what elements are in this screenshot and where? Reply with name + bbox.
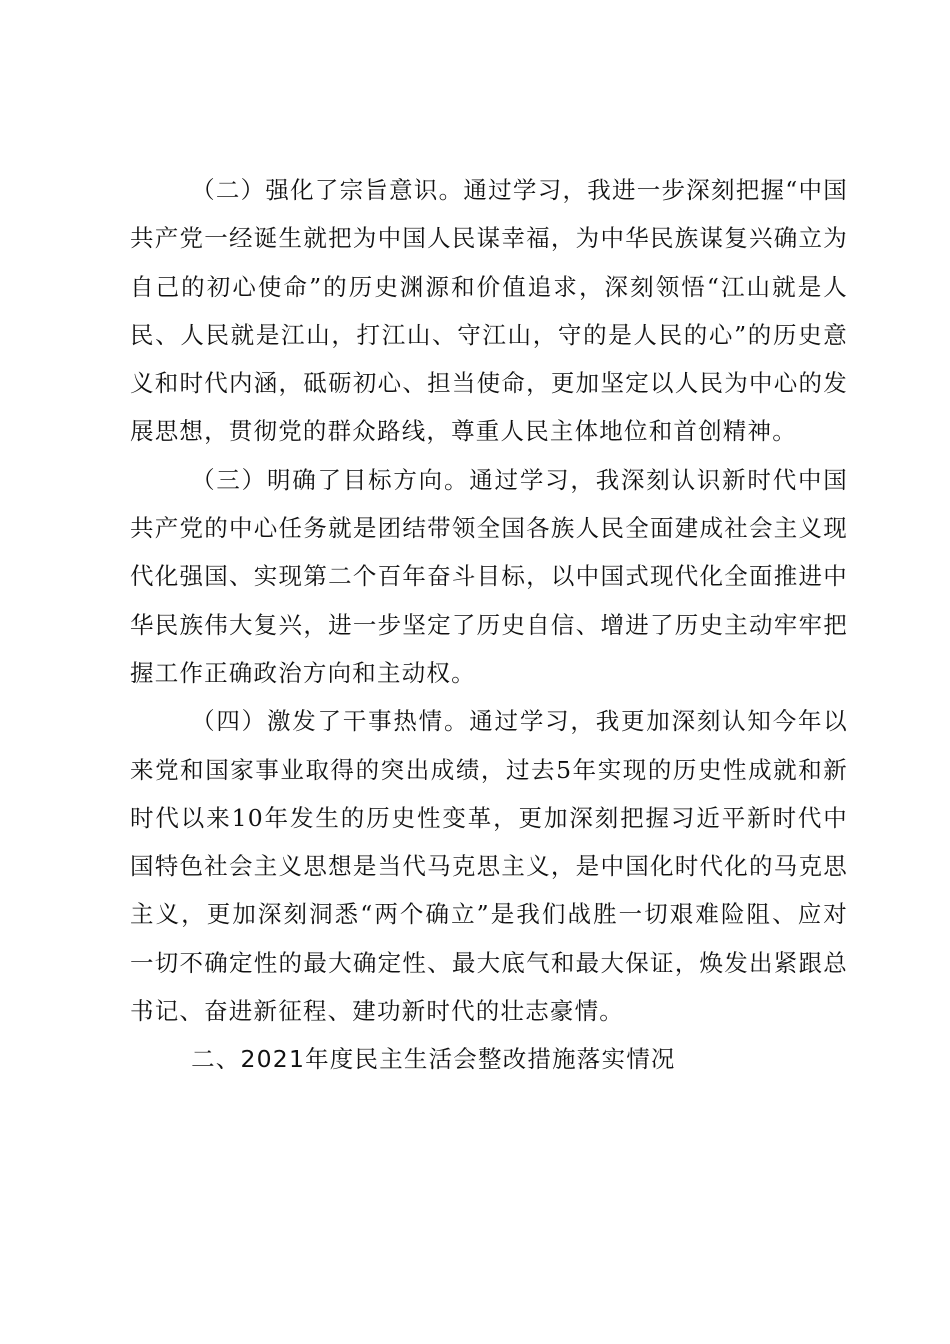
paragraph-goal-direction: （三）明确了目标方向。通过学习，我深刻认识新时代中国共产党的中心任务就是团结带领全国各族人民全面建成社会主义现代化强国、实现第二个百年奋斗目标，以中国式现代化全面推进中华民族伟大复兴，进一步坚定了历史自信、增进了历史主动牢牢把握工作正确政治方向和主动权。 [130, 465, 848, 687]
paragraph-purpose-awareness: （二）强化了宗旨意识。通过学习，我进一步深刻把握“中国共产党一经诞生就把为中国人民谋幸福，为中华民族谋复兴确立为自己的初心使命”的历史渊源和价值追求，深刻领悟“江山就是人民、人民就是江山，打江山、守江山，守的是人民的心”的历史意义和时代内涵，砥砺初心、担当使命，更加坚定以人民为中心的发展思想，贯彻党的群众路线，尊重人民主体地位和首创精神。 [130, 176, 848, 446]
section-heading: 二、2021年度民主生活会整改措施落实情况 [191, 1045, 676, 1074]
document-body [130, 166, 848, 1084]
paragraph-work-enthusiasm: （四）激发了干事热情。通过学习，我更加深刻认知今年以来党和国家事业取得的突出成绩，过去5年实现的历史性成就和新时代以来10年发生的历史性变革，更加深刻把握习近平新时代中国特色社会主义思想是当代马克思主义，是中国化时代化的马克思主义，更加深刻洞悉“两个确立”是我们战胜一切艰难险阻、应对一切不确定性的最大确定性、最大底气和最大保证，焕发出紧跟总书记、奋进新征程、建功新时代的壮志豪情。 [130, 707, 848, 1026]
